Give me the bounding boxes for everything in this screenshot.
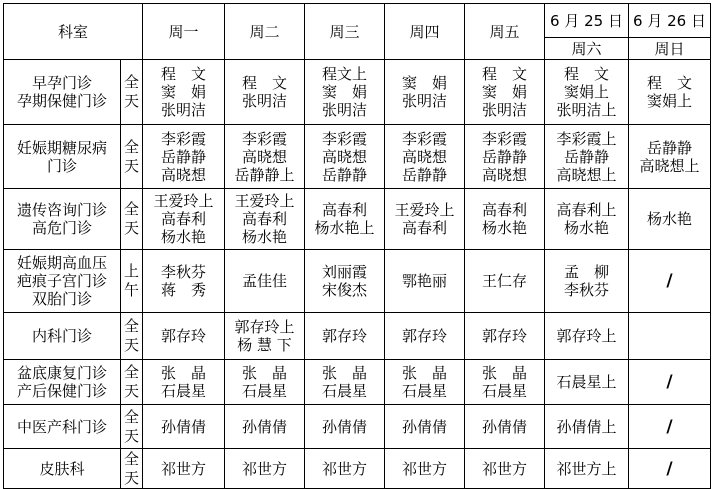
staff-name: 石晨星上 bbox=[556, 373, 617, 391]
staff-name: 程 文 bbox=[564, 65, 610, 83]
dept-name-line: 孕期保健门诊 bbox=[16, 92, 107, 110]
schedule-row bbox=[4, 60, 711, 125]
staff-name: 孟 柳 bbox=[564, 263, 610, 281]
time-period-char: 全 bbox=[124, 317, 140, 335]
staff-name: 岳静静上 bbox=[234, 165, 295, 184]
staff-name: 郭存玲 bbox=[161, 327, 207, 345]
day-header-sun: 周日 bbox=[629, 38, 711, 60]
schedule-row bbox=[4, 449, 711, 489]
staff-cell-wed bbox=[305, 189, 385, 250]
staff-name: 孙倩倩 bbox=[482, 417, 528, 436]
staff-name: 王爱玲上 bbox=[394, 201, 455, 219]
staff-name: 张明洁 bbox=[242, 92, 288, 110]
time-period-char: 全 bbox=[124, 137, 140, 156]
staff-name: 杨水艳 bbox=[161, 228, 207, 246]
dept-name-line: 中医产科门诊 bbox=[16, 417, 107, 436]
staff-name: 岳静静 bbox=[402, 165, 448, 184]
staff-cell-thu bbox=[385, 405, 465, 449]
staff-cell-tue bbox=[225, 360, 305, 405]
dept-name-cell bbox=[4, 405, 121, 449]
dept-name-line: 皮肤科 bbox=[39, 459, 85, 478]
staff-cell-thu bbox=[385, 60, 465, 125]
staff-name: 岳静静 bbox=[482, 147, 528, 166]
staff-name: 石晨星 bbox=[322, 382, 368, 400]
dept-name-line: 盆底康复门诊 bbox=[16, 364, 107, 382]
staff-cell-sun bbox=[629, 360, 711, 405]
staff-name: 窦 娟 bbox=[322, 83, 368, 101]
staff-cell-thu bbox=[385, 360, 465, 405]
staff-cell-sun bbox=[629, 405, 711, 449]
staff-name: 郭存玲上 bbox=[556, 327, 617, 345]
staff-name: 李彩霞 bbox=[242, 129, 288, 148]
staff-name: 杨水艳上 bbox=[314, 219, 375, 237]
staff-name: 窦娟上 bbox=[647, 92, 693, 110]
time-period-cell bbox=[121, 60, 143, 125]
time-period-char: 天 bbox=[124, 156, 140, 175]
staff-name: 高晓想 bbox=[161, 165, 207, 184]
staff-cell-sun bbox=[629, 125, 711, 189]
schedule-row bbox=[4, 360, 711, 405]
dept-name-cell bbox=[4, 125, 121, 189]
staff-name: 李彩霞 bbox=[402, 129, 448, 148]
staff-cell-sat bbox=[545, 189, 629, 250]
day-header-wed: 周三 bbox=[305, 4, 385, 60]
staff-name: 祁世方 bbox=[242, 459, 288, 478]
not-available-mark: / bbox=[666, 372, 673, 392]
staff-name: 祁世方 bbox=[161, 459, 207, 478]
time-period-char: 全 bbox=[124, 449, 140, 468]
staff-name: 杨水艳 bbox=[242, 228, 288, 246]
staff-name: 李彩霞 bbox=[161, 129, 207, 148]
staff-name: 窦娟上 bbox=[564, 83, 610, 101]
staff-name: 张 晶 bbox=[161, 364, 207, 382]
staff-name: 郭存玲 bbox=[402, 327, 448, 345]
staff-name: 鄂艳丽 bbox=[402, 272, 448, 290]
staff-name: 杨水艳 bbox=[482, 219, 528, 237]
staff-cell-tue bbox=[225, 60, 305, 125]
staff-cell-mon bbox=[143, 405, 225, 449]
staff-name: 高晓想上 bbox=[639, 156, 700, 175]
staff-name: 高春利 bbox=[482, 201, 528, 219]
dept-name-line: 疤痕子宫门诊 bbox=[16, 272, 107, 290]
staff-cell-tue bbox=[225, 250, 305, 313]
time-period-cell bbox=[121, 405, 143, 449]
day-header-mon: 周一 bbox=[143, 4, 225, 60]
time-period-char: 天 bbox=[124, 382, 140, 400]
staff-cell-sat bbox=[545, 360, 629, 405]
time-period-char: 天 bbox=[124, 426, 140, 445]
staff-name: 张明洁 bbox=[402, 92, 448, 110]
staff-cell-mon bbox=[143, 313, 225, 360]
staff-cell-sun bbox=[629, 313, 711, 360]
staff-name: 李彩霞 bbox=[482, 129, 528, 148]
staff-name: 宋俊杰 bbox=[322, 281, 368, 299]
staff-name: 张明洁 bbox=[322, 101, 368, 119]
day-header-tue: 周二 bbox=[225, 4, 305, 60]
staff-name: 高春利 bbox=[242, 210, 288, 228]
staff-cell-tue bbox=[225, 313, 305, 360]
staff-cell-mon bbox=[143, 360, 225, 405]
staff-name: 蒋 秀 bbox=[161, 281, 207, 299]
staff-name: 窦 娟 bbox=[402, 74, 448, 92]
staff-cell-thu bbox=[385, 125, 465, 189]
staff-cell-wed bbox=[305, 449, 385, 489]
dept-name-cell bbox=[4, 189, 121, 250]
staff-cell-thu bbox=[385, 250, 465, 313]
staff-name: 程 文 bbox=[242, 74, 288, 92]
dept-name-line: 早孕门诊 bbox=[31, 74, 92, 92]
staff-cell-thu bbox=[385, 189, 465, 250]
staff-cell-thu bbox=[385, 313, 465, 360]
staff-name: 杨水艳 bbox=[647, 210, 693, 228]
staff-name: 李秋芬 bbox=[564, 281, 610, 299]
staff-name: 石晨星 bbox=[242, 382, 288, 400]
staff-cell-wed bbox=[305, 405, 385, 449]
staff-name: 孟佳佳 bbox=[242, 272, 288, 290]
staff-cell-sat bbox=[545, 125, 629, 189]
staff-name: 高晓想 bbox=[322, 147, 368, 166]
time-period-cell bbox=[121, 250, 143, 313]
staff-name: 高晓想 bbox=[402, 147, 448, 166]
day-header-sat: 周六 bbox=[545, 38, 629, 60]
time-period-char: 全 bbox=[124, 407, 140, 426]
staff-cell-wed bbox=[305, 250, 385, 313]
staff-cell-wed bbox=[305, 125, 385, 189]
not-available-mark: / bbox=[666, 458, 673, 479]
staff-name: 孙倩倩 bbox=[242, 417, 288, 436]
staff-name: 高春利 bbox=[322, 201, 368, 219]
staff-name: 王爱玲上 bbox=[153, 192, 214, 210]
dept-name-line: 妊娠期高血压 bbox=[16, 254, 107, 272]
staff-cell-wed bbox=[305, 60, 385, 125]
time-period-cell bbox=[121, 360, 143, 405]
time-period-char: 天 bbox=[124, 468, 140, 487]
staff-name: 岳静静 bbox=[322, 165, 368, 184]
staff-cell-fri bbox=[465, 313, 545, 360]
staff-cell-mon bbox=[143, 189, 225, 250]
time-period-cell bbox=[121, 125, 143, 189]
staff-cell-fri bbox=[465, 250, 545, 313]
staff-name: 杨 慧 下 bbox=[237, 336, 292, 354]
schedule-row bbox=[4, 405, 711, 449]
staff-name: 张 晶 bbox=[482, 364, 528, 382]
dept-name-line: 双胎门诊 bbox=[31, 290, 92, 308]
not-available-mark: / bbox=[666, 271, 673, 291]
staff-cell-wed bbox=[305, 360, 385, 405]
staff-name: 窦 娟 bbox=[161, 83, 207, 101]
staff-cell-wed bbox=[305, 313, 385, 360]
staff-cell-sat bbox=[545, 405, 629, 449]
staff-name: 程 文 bbox=[647, 74, 693, 92]
staff-cell-fri bbox=[465, 405, 545, 449]
staff-name: 祁世方 bbox=[322, 459, 368, 478]
date-header-sun: 6 月 26 日 bbox=[629, 4, 711, 38]
staff-cell-tue bbox=[225, 405, 305, 449]
dept-name-cell bbox=[4, 313, 121, 360]
time-period-char: 全 bbox=[124, 73, 140, 91]
staff-cell-tue bbox=[225, 449, 305, 489]
staff-cell-sun bbox=[629, 60, 711, 125]
staff-name: 祁世方上 bbox=[556, 459, 617, 478]
staff-cell-fri bbox=[465, 60, 545, 125]
staff-name: 程 文 bbox=[161, 65, 207, 83]
staff-name: 李秋芬 bbox=[161, 263, 207, 281]
staff-name: 祁世方 bbox=[402, 459, 448, 478]
staff-name: 王仁存 bbox=[482, 272, 528, 290]
staff-name: 岳静静 bbox=[564, 147, 610, 166]
staff-name: 张明洁上 bbox=[556, 101, 617, 119]
day-header-fri: 周五 bbox=[465, 4, 545, 60]
staff-name: 孙倩倩 bbox=[322, 417, 368, 436]
staff-name: 高春利 bbox=[402, 219, 448, 237]
staff-name: 杨水艳 bbox=[564, 219, 610, 237]
staff-name: 张明洁 bbox=[161, 101, 207, 119]
staff-cell-sat bbox=[545, 313, 629, 360]
staff-name: 窦 娟 bbox=[482, 83, 528, 101]
header-row bbox=[4, 4, 711, 38]
dept-name-cell bbox=[4, 360, 121, 405]
staff-name: 程文上 bbox=[322, 65, 368, 83]
staff-cell-mon bbox=[143, 449, 225, 489]
dept-name-line: 妊娠期糖尿病 bbox=[16, 138, 107, 157]
staff-cell-mon bbox=[143, 60, 225, 125]
staff-cell-mon bbox=[143, 125, 225, 189]
dept-name-line: 内科门诊 bbox=[31, 327, 92, 345]
schedule-row bbox=[4, 189, 711, 250]
staff-name: 高春利 bbox=[161, 210, 207, 228]
staff-name: 李彩霞 bbox=[322, 129, 368, 148]
staff-name: 孙倩倩上 bbox=[556, 417, 617, 436]
time-period-char: 天 bbox=[124, 92, 140, 110]
not-available-mark: / bbox=[666, 416, 673, 437]
staff-cell-tue bbox=[225, 125, 305, 189]
staff-name: 郭存玲 bbox=[322, 327, 368, 345]
schedule-row bbox=[4, 125, 711, 189]
staff-name: 郭存玲上 bbox=[234, 318, 295, 336]
dept-column-header: 科室 bbox=[4, 4, 143, 60]
staff-name: 郭存玲 bbox=[482, 327, 528, 345]
time-period-char: 天 bbox=[124, 336, 140, 354]
staff-name: 李彩霞上 bbox=[556, 129, 617, 148]
dept-name-cell bbox=[4, 250, 121, 313]
staff-name: 高春利上 bbox=[556, 201, 617, 219]
staff-name: 张明洁 bbox=[482, 101, 528, 119]
staff-name: 王爱玲上 bbox=[234, 192, 295, 210]
staff-name: 石晨星 bbox=[402, 382, 448, 400]
dept-name-line: 产后保健门诊 bbox=[16, 382, 107, 400]
time-period-char: 全 bbox=[124, 363, 140, 381]
staff-name: 岳静静 bbox=[161, 147, 207, 166]
staff-cell-sun bbox=[629, 189, 711, 250]
schedule-row bbox=[4, 313, 711, 360]
dept-name-line: 门诊 bbox=[46, 156, 77, 175]
staff-name: 石晨星 bbox=[161, 382, 207, 400]
time-period-cell bbox=[121, 449, 143, 489]
staff-cell-fri bbox=[465, 189, 545, 250]
staff-name: 刘丽霞 bbox=[322, 263, 368, 281]
staff-cell-sat bbox=[545, 449, 629, 489]
dept-name-cell bbox=[4, 60, 121, 125]
staff-name: 程 文 bbox=[482, 65, 528, 83]
staff-name: 张 晶 bbox=[242, 364, 288, 382]
staff-name: 高晓想 bbox=[482, 165, 528, 184]
staff-cell-sat bbox=[545, 60, 629, 125]
staff-cell-thu bbox=[385, 449, 465, 489]
time-period-char: 午 bbox=[124, 281, 140, 299]
staff-cell-sun bbox=[629, 250, 711, 313]
dept-name-line: 高危门诊 bbox=[31, 219, 92, 237]
staff-name: 高晓想 bbox=[242, 147, 288, 166]
staff-name: 祁世方 bbox=[482, 459, 528, 478]
staff-cell-sat bbox=[545, 250, 629, 313]
clinic-schedule-table bbox=[3, 3, 711, 489]
staff-name: 张 晶 bbox=[322, 364, 368, 382]
staff-cell-fri bbox=[465, 125, 545, 189]
dept-name-line: 遗传咨询门诊 bbox=[16, 201, 107, 219]
dept-name-cell bbox=[4, 449, 121, 489]
day-header-thu: 周四 bbox=[385, 4, 465, 60]
staff-name: 岳静静 bbox=[647, 138, 693, 157]
time-period-char: 全 bbox=[124, 200, 140, 218]
date-header-sat: 6 月 25 日 bbox=[545, 4, 629, 38]
time-period-char: 天 bbox=[124, 219, 140, 237]
staff-name: 高晓想上 bbox=[556, 165, 617, 184]
time-period-char: 上 bbox=[124, 262, 140, 280]
schedule-row bbox=[4, 250, 711, 313]
staff-name: 孙倩倩 bbox=[402, 417, 448, 436]
staff-name: 孙倩倩 bbox=[161, 417, 207, 436]
time-period-cell bbox=[121, 313, 143, 360]
staff-name: 石晨星 bbox=[482, 382, 528, 400]
staff-cell-tue bbox=[225, 189, 305, 250]
staff-cell-fri bbox=[465, 449, 545, 489]
time-period-cell bbox=[121, 189, 143, 250]
staff-cell-fri bbox=[465, 360, 545, 405]
staff-cell-mon bbox=[143, 250, 225, 313]
staff-name: 张 晶 bbox=[402, 364, 448, 382]
staff-cell-sun bbox=[629, 449, 711, 489]
